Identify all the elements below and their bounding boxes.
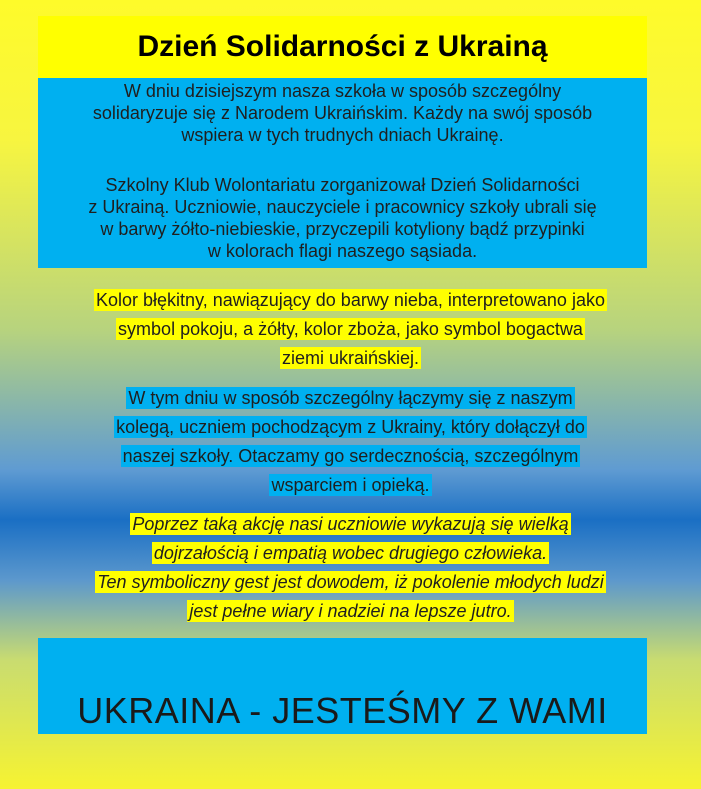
- intro-p1-line: solidaryzuje się z Narodem Ukraińskim. Każdy na swój sposób: [92, 103, 593, 123]
- intro-p2-line: w kolorach flagi naszego sąsiada.: [207, 241, 478, 261]
- solidarity-banner: [38, 638, 647, 734]
- colors-meaning-line: Kolor błękitny, nawiązujący do barwy nieba, interpretowano jako: [96, 290, 605, 310]
- intro-p2-line: z Ukrainą. Uczniowie, nauczyciele i pracownicy szkoły ubrali się: [88, 197, 597, 217]
- page-title: Dzień Solidarności z Ukrainą: [137, 30, 548, 63]
- banner-slogan: UKRAINA - JESTEŚMY Z WAMI: [77, 690, 608, 731]
- colleague-line: kolegą, uczniem pochodzącym z Ukrainy, który dołączył do: [116, 417, 585, 437]
- colleague-paragraph: [30, 384, 671, 500]
- colleague-line: W tym dniu w sposób szczególny łączymy się z naszym: [128, 388, 573, 408]
- intro-panel: [38, 78, 647, 268]
- closing-line: dojrzałością i empatią wobec drugiego człowieka.: [153, 543, 548, 563]
- intro-paragraph-1: [38, 80, 647, 146]
- intro-paragraph-2: [38, 174, 647, 262]
- closing-paragraph: [30, 510, 671, 626]
- intro-p2-line: Szkolny Klub Wolontariatu zorganizował Dzień Solidarności: [105, 175, 580, 195]
- colleague-line: wsparciem i opieką.: [271, 475, 430, 495]
- colors-meaning-line: ziemi ukraińskiej.: [281, 348, 420, 368]
- intro-p2-line: w barwy żółto-niebieskie, przyczepili kotyliony bądź przypinki: [100, 219, 585, 239]
- closing-line: jest pełne wiary i nadziei na lepsze jutro.: [189, 601, 512, 621]
- title-banner: [38, 16, 647, 78]
- intro-p1-line: W dniu dzisiejszym nasza szkoła w sposób szczególny: [123, 81, 562, 101]
- colleague-line: naszej szkoły. Otaczamy go serdecznością, szczególnym: [122, 446, 579, 466]
- closing-line: Ten symboliczny gest jest dowodem, iż pokolenie młodych ludzi: [97, 572, 604, 592]
- closing-line: Poprzez taką akcję nasi uczniowie wykazują się wielką: [132, 514, 569, 534]
- colors-meaning-line: symbol pokoju, a żółty, kolor zboża, jako symbol bogactwa: [118, 319, 583, 339]
- intro-p1-line: wspiera w tych trudnych dniach Ukrainę.: [181, 125, 504, 145]
- colors-meaning-paragraph: [30, 286, 671, 373]
